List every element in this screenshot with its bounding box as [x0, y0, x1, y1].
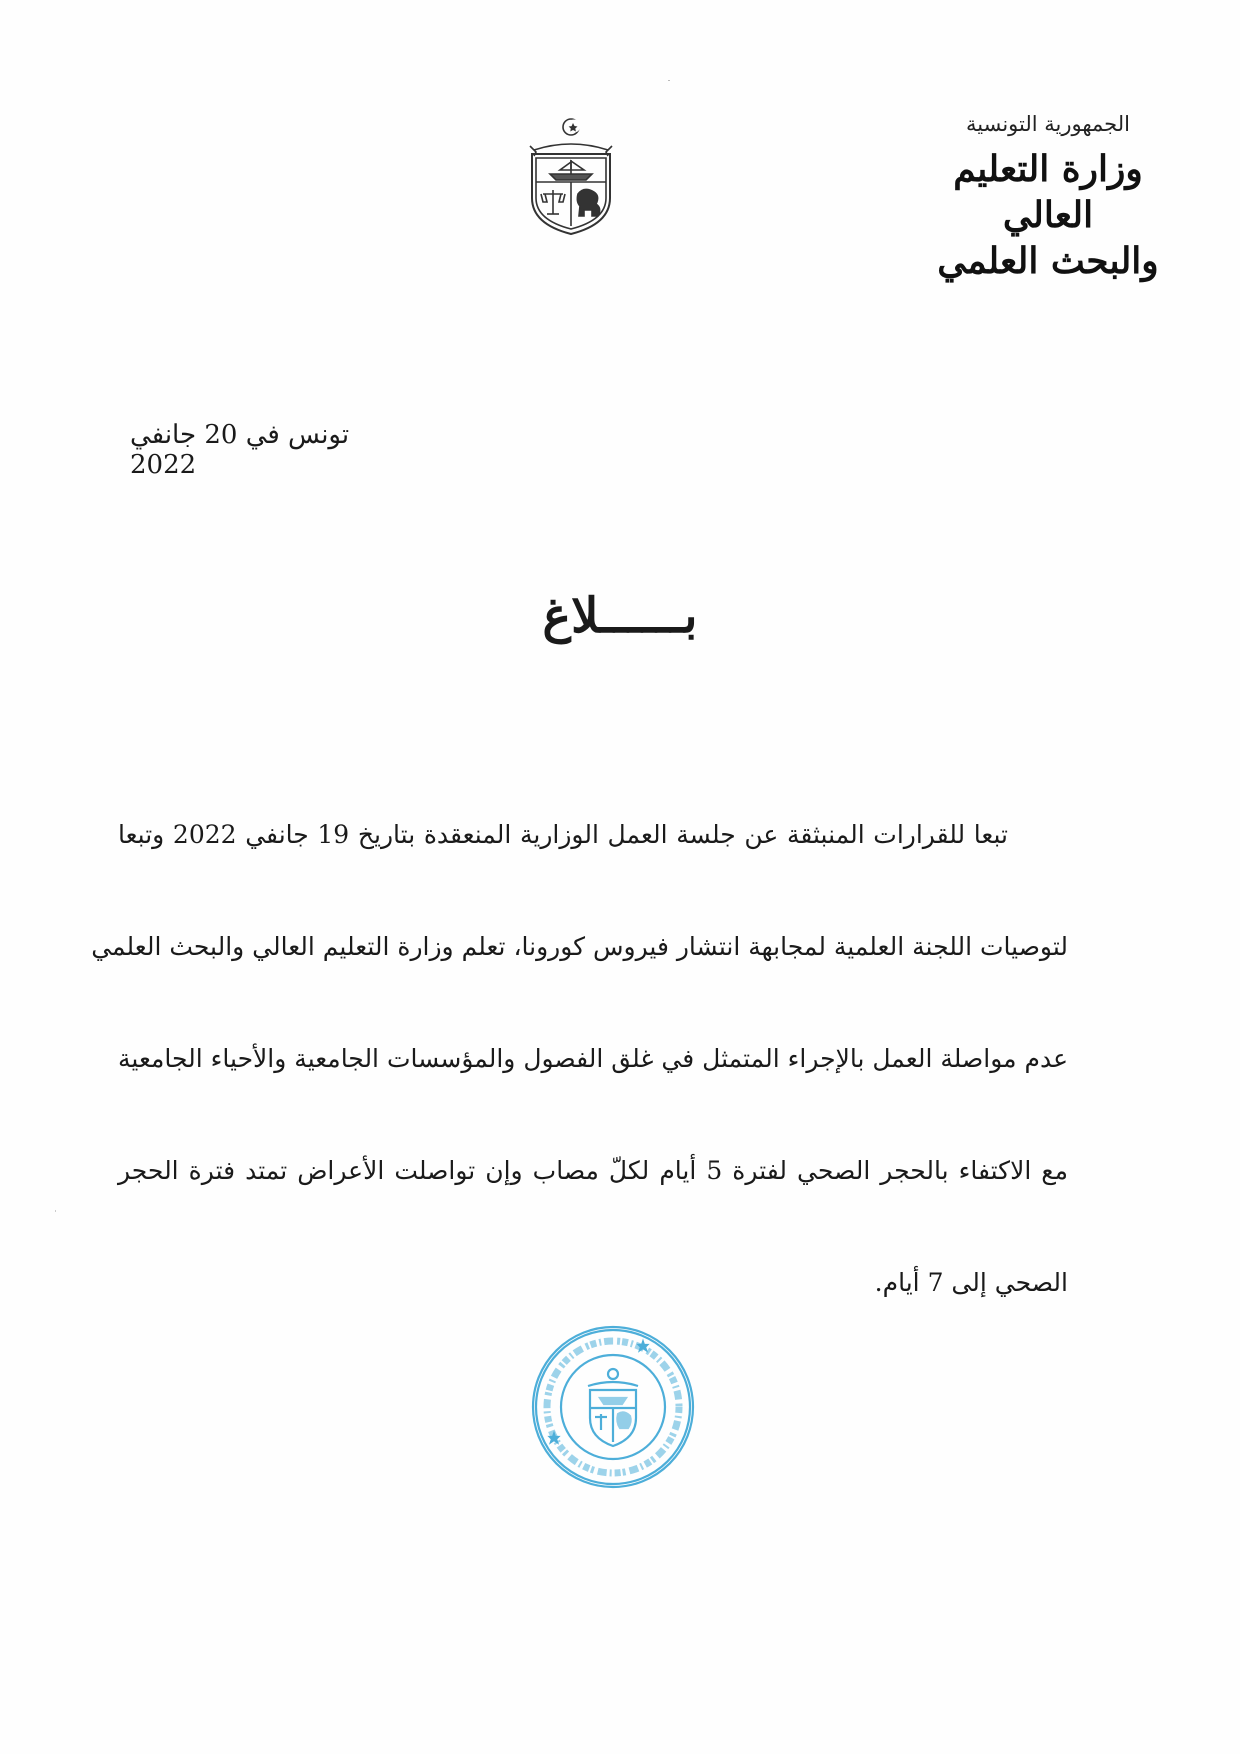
scan-artifact — [55, 1210, 56, 1212]
date-year: 2022 — [130, 450, 197, 480]
body-paragraph-line: مع الاكتفاء بالحجر الصحي لفترة 5 أيام لكلّ مصاب وإن تواصلت الأعراض تمتد فترة الحجر — [118, 1156, 1069, 1185]
tunisia-coat-of-arms-icon — [524, 116, 618, 238]
ministry-name-line2: والبحث العلمي — [937, 240, 1159, 282]
document-body — [91, 820, 1069, 1380]
document-title: بــــــلاغ — [542, 588, 698, 644]
body-paragraph-line: تبعا للقرارات المنبثقة عن جلسة العمل الوزارية المنعقدة بتاريخ 19 جانفي 2022 وتبعا — [118, 820, 1008, 849]
scan-artifact — [668, 80, 670, 81]
date-month: جانفي — [130, 420, 197, 450]
body-paragraph-line: الصحي إلى 7 أيام. — [874, 1268, 1068, 1297]
ministry-name-line1: وزارة التعليم العالي — [953, 148, 1143, 236]
body-paragraph-line: لتوصيات اللجنة العلمية لمجابهة انتشار فيروس كورونا، تعلم وزارة التعليم العالي والبحث العلمي — [91, 932, 1068, 961]
document-date — [130, 420, 410, 480]
date-day: 20 — [204, 420, 238, 450]
letterhead — [918, 112, 1178, 284]
body-paragraph-line: عدم مواصلة العمل بالإجراء المتمثل في غلق الفصول والمؤسسات الجامعية والأحياء الجامعية — [118, 1044, 1068, 1073]
republic-name: الجمهورية التونسية — [966, 112, 1130, 136]
ministry-seal-icon — [528, 1322, 698, 1492]
date-city-prefix: تونس في — [245, 420, 350, 450]
